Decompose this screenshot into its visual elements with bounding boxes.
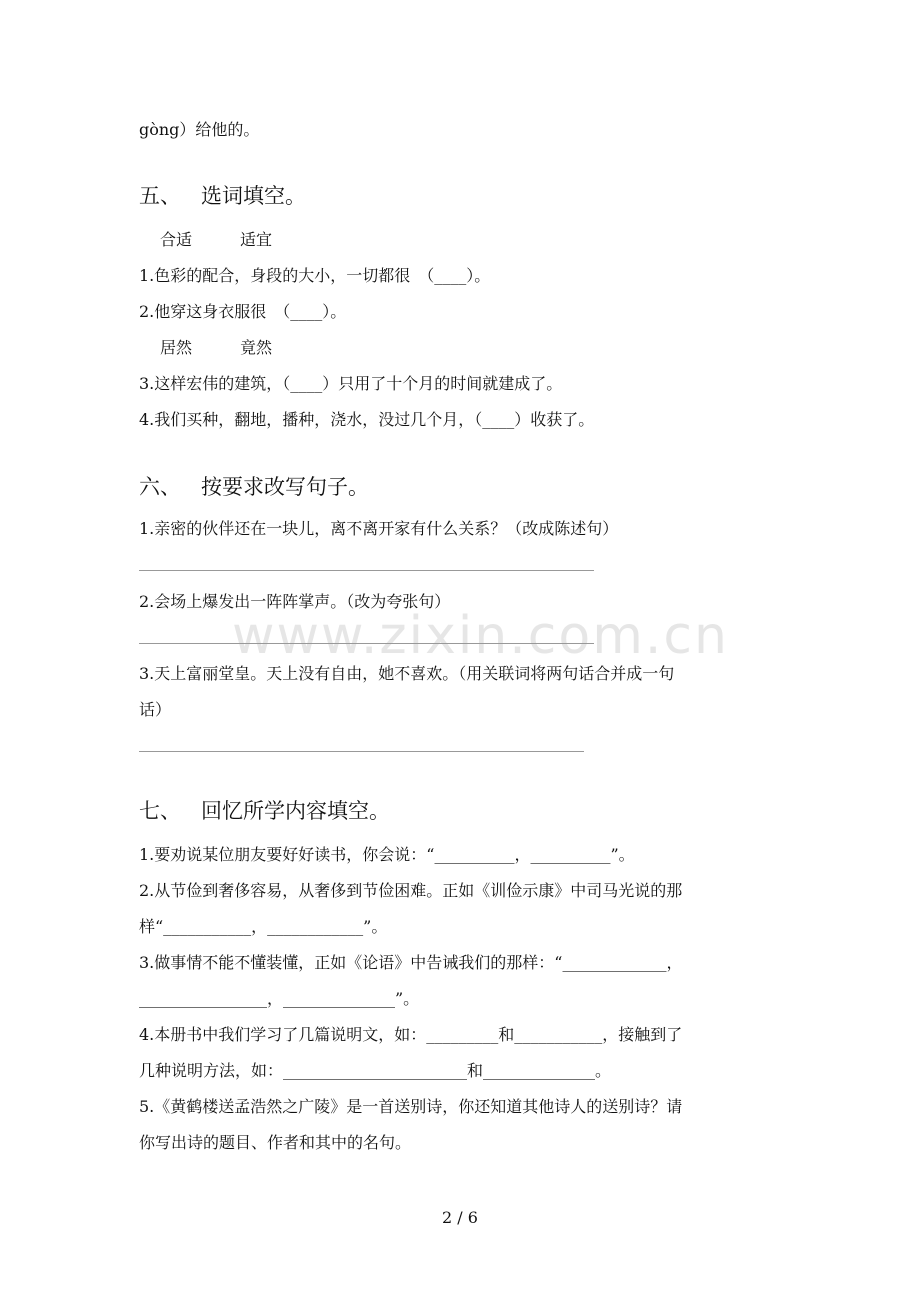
section-6-title: 按要求改写句子。 (201, 475, 369, 499)
s6-question-3-line-2: 话） (139, 700, 172, 719)
section-7-number: 七、 (139, 799, 181, 823)
s7-question-3-line-1: 3.做事情不能不懂装懂，正如《论语》中告诫我们的那样：“_____________， (139, 953, 683, 972)
s6-question-3-line-1: 3.天上富丽堂皇。天上没有自由，她不喜欢。（用关联词将两句话合并成一句 (139, 664, 675, 683)
previous-question-tail: gòng）给他的。 (139, 120, 260, 139)
word-group-1: 合适 适宜 (160, 230, 273, 249)
s7-question-4-line-2: 几种说明方法，如：_______________________和______________。 (139, 1061, 612, 1080)
section-6-number: 六、 (139, 475, 181, 499)
watermark: www.zixin.com.cn (232, 606, 729, 666)
s6-question-2: 2.会场上爆发出一阵阵掌声。（改为夸张句） (139, 592, 451, 611)
s7-question-5-line-2: 你写出诗的题目、作者和其中的名句。 (139, 1133, 412, 1152)
s5-question-4: 4.我们买种，翻地，播种，浇水，没过几个月，（____）收获了。 (139, 410, 595, 429)
s7-question-3-line-2: ________________，______________”。 (139, 989, 420, 1008)
section-5-heading (139, 183, 306, 209)
s5-question-1: 1.色彩的配合，身段的大小，一切都很 （____）。 (139, 266, 491, 285)
section-5-title: 选词填空。 (201, 184, 306, 208)
answer-line-2 (139, 643, 594, 644)
s7-question-1: 1.要劝说某位朋友要好好读书，你会说：“__________，__________”。 (139, 845, 635, 864)
section-5-number: 五、 (139, 184, 181, 208)
page-number: 2 / 6 (442, 1208, 478, 1227)
s7-question-5-line-1: 5.《黄鹤楼送孟浩然之广陵》是一首送别诗，你还知道其他诗人的送别诗？请 (139, 1097, 683, 1116)
word-group-2: 居然 竟然 (160, 338, 273, 357)
s5-question-3: 3.这样宏伟的建筑，（____）只用了十个月的时间就建成了。 (139, 374, 563, 393)
section-7-heading (139, 798, 390, 824)
s7-question-2-line-1: 2.从节俭到奢侈容易，从奢侈到节俭困难。正如《训俭示康》中司马光说的那 (139, 881, 683, 900)
answer-line-3 (139, 751, 584, 752)
answer-line-1 (139, 570, 594, 571)
section-6-heading (139, 474, 369, 500)
s7-question-4-line-1: 4.本册书中我们学习了几篇说明文，如：_________和___________，接触到了 (139, 1025, 683, 1044)
s6-question-1: 1.亲密的伙伴还在一块儿，离不离开家有什么关系？（改成陈述句） (139, 519, 619, 538)
s5-question-2: 2.他穿这身衣服很 （____）。 (139, 302, 347, 321)
s7-question-2-line-2: 样“___________，____________”。 (139, 917, 388, 936)
section-7-title: 回忆所学内容填空。 (201, 799, 390, 823)
